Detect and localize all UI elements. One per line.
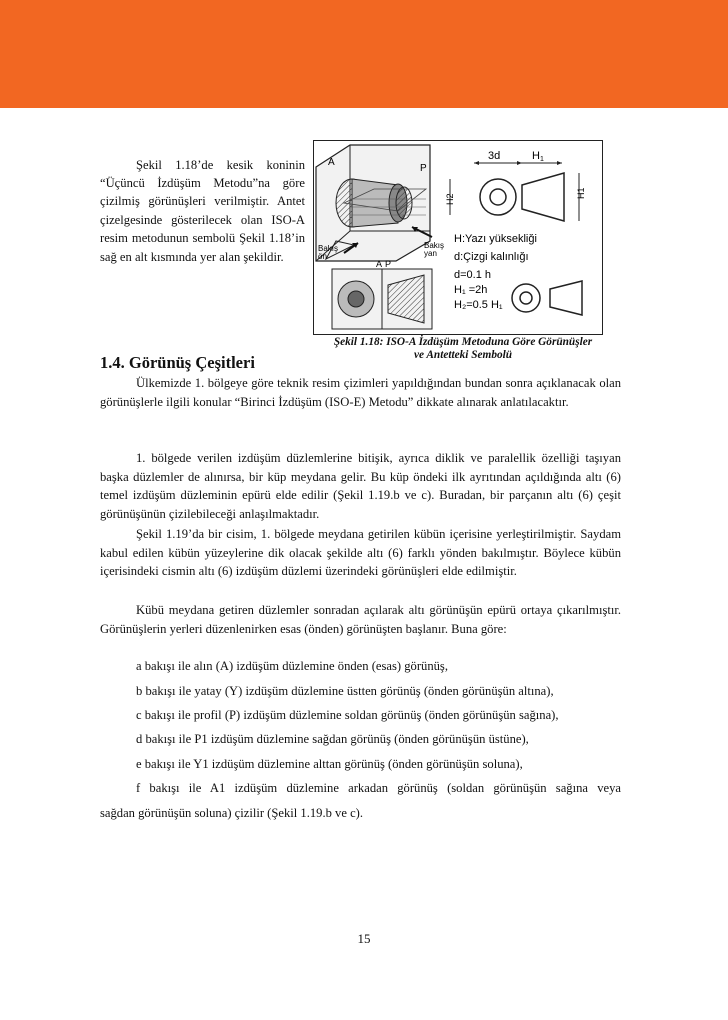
- list-item-a: a bakışı ile alın (A) izdüşüm düzlemine önden (esas) görünüş,: [136, 659, 448, 673]
- section-heading: 1.4. Görünüş Çeşitleri: [100, 353, 255, 372]
- bakis-yan-line2: yan: [424, 249, 437, 258]
- list-item-f: f bakışı ile A1 izdüşüm düzlemine arkadan görünüş (soldan görünüşün sağına veya: [136, 781, 621, 795]
- page-header-band: [0, 0, 728, 108]
- legend-line1: H:Yazı yüksekliği: [454, 233, 537, 245]
- figure-caption: [308, 336, 618, 362]
- list-item-b: b bakışı ile yatay (Y) izdüşüm düzlemine üstten görünüş (önden görünüşün altına),: [136, 684, 554, 698]
- orthographic-views: [332, 259, 432, 329]
- label-a: A: [328, 157, 335, 168]
- list-item-f-continuation: sağdan görünüşün soluna) çizilir (Şekil 1.19.b ve c).: [100, 806, 364, 820]
- dim-3d: 3d: [488, 150, 501, 162]
- list-item-c: c bakışı ile profil (P) izdüşüm düzlemine soldan görünüş (önden görünüşün sağına),: [136, 708, 559, 722]
- figure-1-18-drawing: [314, 141, 602, 334]
- label-ap-p: P: [385, 259, 392, 269]
- label-p: P: [420, 163, 427, 174]
- paragraph-1: Ülkemizde 1. bölgeye göre teknik resim çizimleri yapıldığından bundan sonra açıklanacak olan görünüşlerle ilgili konular “Birinci İzdüşüm (ISO-E) Metodu” dikkate alınarak anlatılacaktır.: [100, 376, 621, 409]
- legend-line5: H₂=0.5 H₁: [454, 299, 503, 311]
- iso-symbol-dimensions: [445, 150, 586, 221]
- pictorial-view: [316, 145, 444, 261]
- legend-line3: d=0.1 h: [454, 269, 492, 281]
- paragraph-3: Şekil 1.19’da bir cisim, 1. bölgede meydana getirilen kübün içerisine yerleştirilmiştir. Saydam kabul edilen kübün yüzeylerine dik olacak şekilde altı (6) farklı yönden bakılmıştır. Böylece kübün içerisindeki cismin altı (6) izdüşüm düzlemi üzerindeki görünüşleri elde edilmiştir.: [100, 527, 621, 578]
- figure-caption-line2: ve Antetteki Sembolü: [413, 349, 513, 361]
- iso-a-symbol: [512, 281, 582, 315]
- figure-1-18: [313, 140, 603, 335]
- bakis-yan-line1: Bakış: [424, 241, 445, 250]
- bakis-on-line1: Bakış: [318, 244, 339, 253]
- legend-line2: d:Çizgi kalınlığı: [454, 251, 529, 263]
- label-ap-a: A: [376, 259, 383, 269]
- legend-line4: H₁ =2h: [454, 284, 488, 296]
- figure-caption-line1: Şekil 1.18: ISO-A İzdüşüm Metoduna Göre Görünüşler: [333, 336, 593, 348]
- dim-h1-vertical: H1: [576, 187, 586, 199]
- paragraph-4: Kübü meydana getiren düzlemler sonradan açılarak altı görünüşün epürü ortaya çıkarılmıştır. Görünüşlerin yerleri düzenlenirken esas (önden) görünüşten başlanır. Buna göre:: [100, 603, 621, 636]
- bakis-on-line2: ön: [318, 252, 327, 261]
- dim-h1: H1: [532, 150, 544, 163]
- dim-h2-vertical: H2: [445, 193, 455, 205]
- list-item-d: d bakışı ile P1 izdüşüm düzlemine sağdan görünüş (önden görünüşün üstüne),: [136, 732, 529, 746]
- list-item-e: e bakışı ile Y1 izdüşüm düzlemine alttan görünüş (önden görünüşün soluna),: [136, 757, 523, 771]
- page-number: 15: [357, 931, 371, 946]
- intro-paragraph: Şekil 1.18’de kesik koninin “Üçüncü İzdüşüm Metodu”na göre çizilmiş görünüşleri verilmiştir. Antet çizelgesinde gösterilecek olan ISO-A resim metodunun sembolü Şekil 1.18’in sağ en alt kısmında yer alan şekildir.: [100, 157, 305, 264]
- paragraph-2: 1. bölgede verilen izdüşüm düzlemlerine bitişik, ayrıca diklik ve paralellik özelliği taşıyan başka düzlemler de alınırsa, bir küp meydana gelir. Bu küp öndeki ilk ayrıtından açıldığında altı (6) temel izdüşüm düzleminin epürü elde edilir (Şekil 1.19.b ve c). Buradan, bir parçanın altı (6) çeşit görünüşünün çizilebileceği anlaşılmaktadır.: [100, 451, 621, 521]
